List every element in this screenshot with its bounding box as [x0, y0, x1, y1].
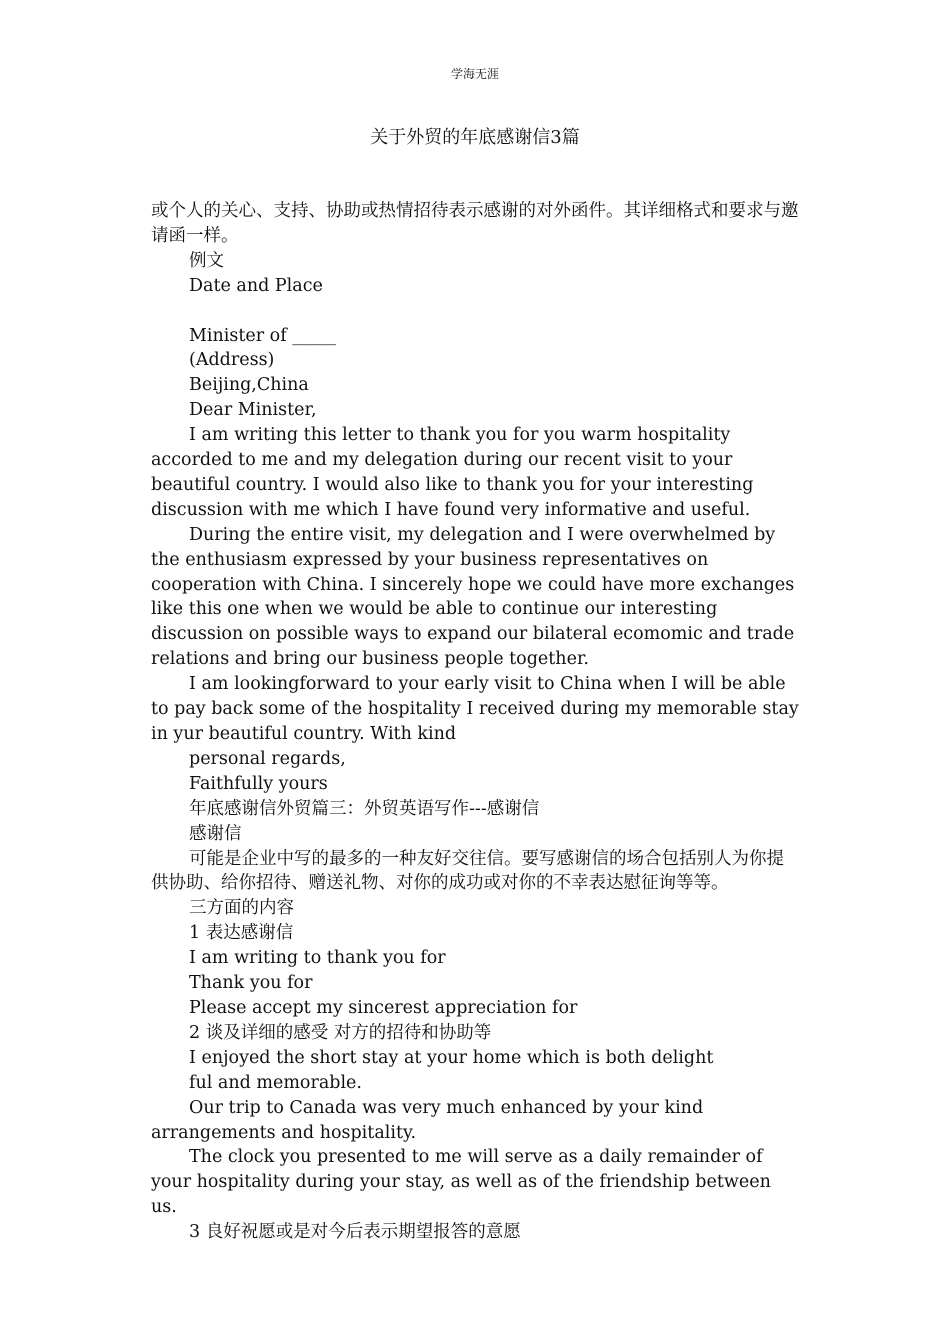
blank-line	[151, 299, 801, 324]
paragraph-date-place: Date and Place	[189, 275, 323, 296]
paragraph-point-3: 3 良好祝愿或是对今后表示期望报答的意愿	[189, 1222, 521, 1243]
paragraph-letter-1: I am writing this letter to thank you for you warm hospitality accorded to me and my delegation during our recent visit to your beautiful country. I would also like to thank you for your interesting discussion with me which I have found very informative and useful.	[151, 425, 754, 520]
paragraph-example-2: Our trip to Canada was very much enhanced by your kind arrangements and hospitality.	[151, 1097, 704, 1143]
paragraph-example-1b: ful and memorable.	[189, 1072, 362, 1093]
paragraph-intro: 或个人的关心、支持、协助或热情招待表示感谢的对外函件。其详细格式和要求与邀请函一样。	[151, 201, 799, 246]
paragraph-address: (Address)	[189, 350, 275, 371]
paragraph-description: 可能是企业中写的最多的一种友好交往信。要写感谢信的场合包括别人为你提供协助、给你招待、赠送礼物、对你的成功或对你的不幸表达慰征询等等。	[151, 848, 784, 894]
page-header: 学海无涯	[450, 67, 499, 81]
document-body	[151, 199, 801, 1245]
paragraph-thanks-letter: 感谢信	[189, 823, 242, 844]
paragraph-example-label: 例文	[189, 250, 224, 271]
paragraph-section-heading: 年底感谢信外贸篇三：外贸英语写作---感谢信	[189, 798, 540, 819]
paragraph-point-1: 1 表达感谢信	[189, 923, 294, 944]
paragraph-phrase-2: Thank you for	[189, 973, 313, 994]
paragraph-example-1a: I enjoyed the short stay at your home which is both delight	[189, 1047, 714, 1068]
paragraph-phrase-3: Please accept my sincerest appreciation for	[189, 997, 578, 1018]
document-title: 关于外贸的年底感谢信3篇	[370, 127, 580, 148]
paragraph-letter-3: I am lookingforward to your early visit to China when I will be able to pay back some of the hospitality I received during my memorable stay in yur beautiful country. With kind	[151, 674, 799, 745]
paragraph-regards: personal regards,	[189, 748, 346, 769]
paragraph-letter-2: During the entire visit, my delegation and I were overwhelmed by the enthusiasm expressed by your business representatives on cooperation with China. I sincerely hope we could have more exchanges like this one when we would be able to continue our interesting discussion on possible ways to expand our bilateral ecomomic and trade relations and bring our business people together.	[151, 524, 795, 670]
paragraph-three-aspects: 三方面的内容	[189, 898, 294, 919]
paragraph-city: Beijing,China	[189, 375, 309, 396]
paragraph-example-3: The clock you presented to me will serve as a daily remainder of your hospitality during your stay, as well as of the friendship between us.	[151, 1147, 771, 1218]
paragraph-minister: Minister of _____	[189, 325, 337, 346]
paragraph-salutation: Dear Minister,	[189, 400, 317, 421]
paragraph-point-2: 2 谈及详细的感受 对方的招待和协助等	[189, 1022, 492, 1043]
paragraph-phrase-1: I am writing to thank you for	[189, 948, 446, 969]
paragraph-signoff: Faithfully yours	[189, 773, 328, 794]
